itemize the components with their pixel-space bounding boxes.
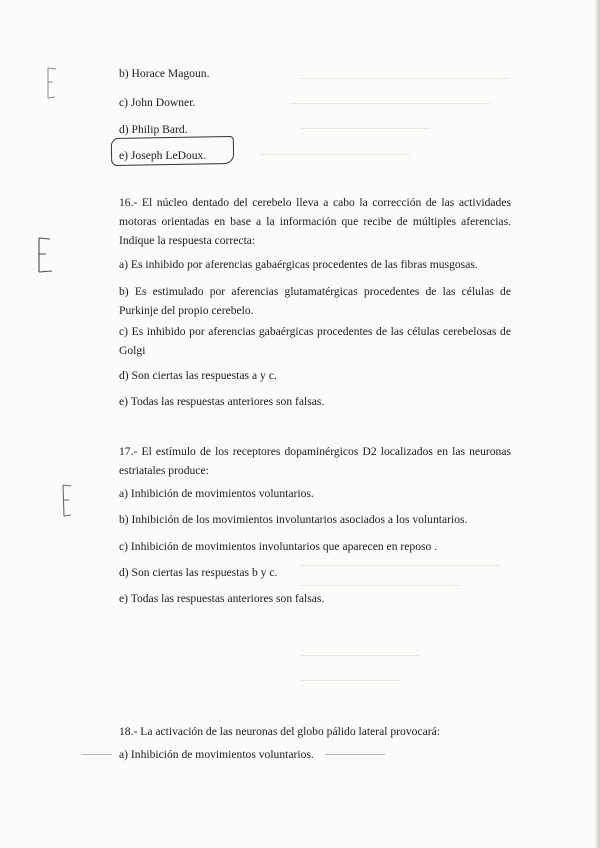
q16-option-d: d) Son ciertas las respuestas a y c. [119,369,277,382]
margin-mark-1 [44,66,60,102]
question-18-stem: 18.- La activación de las neuronas del globo pálido lateral provocará: [119,725,440,738]
q18-option-a: a) Inhibición de movimientos voluntarios. [119,748,314,761]
q17-option-d: d) Son ciertas las respuestas b y c. [119,566,278,579]
q17-option-a: a) Inhibición de movimientos voluntarios. [119,487,314,500]
option-d-prev: d) Philip Bard. [119,123,188,136]
answer-circle-mark [111,136,234,166]
scan-edge-shadow [594,0,600,848]
scan-artifact-line [82,754,112,755]
scan-artifact-line-right [325,754,385,755]
margin-mark-3 [58,482,76,522]
q17-option-b: b) Inhibición de los movimientos involuntarios asociados a los voluntarios. [119,513,468,526]
q16-option-a: a) Es inhibido por aferencias gabaérgicas procedentes de las fibras musgosas. [119,258,478,271]
q16-option-b: b) Es estimulado por aferencias glutamatérgicas procedentes de las células de Purkinje del propio cerebelo. [119,285,511,317]
q16-option-e: e) Todas las respuestas anteriores son falsas. [119,395,325,408]
option-b-prev: b) Horace Magoun. [119,67,210,80]
q17-option-e: e) Todas las respuestas anteriores son falsas. [119,592,325,605]
option-c-prev: c) John Downer. [119,96,196,109]
question-16-stem: 16.- El núcleo dentado del cerebelo lleva a cabo la corrección de las actividades motoras orientadas en base a la información que recibe de múltiples aferencias. Indique la respuesta correcta: [119,196,511,247]
q16-option-c: c) Es inhibido por aferencias gabaérgicas procedentes de las células cerebelosas de Golgi [119,325,511,357]
q17-option-c: c) Inhibición de movimientos involuntarios que aparecen en reposo . [119,540,438,553]
margin-mark-2 [36,236,58,276]
question-17-stem: 17.- El estímulo de los receptores dopaminérgicos D2 localizados en las neuronas estriatales produce: [119,445,511,477]
option-e-prev: e) Joseph LeDoux. [119,149,207,162]
